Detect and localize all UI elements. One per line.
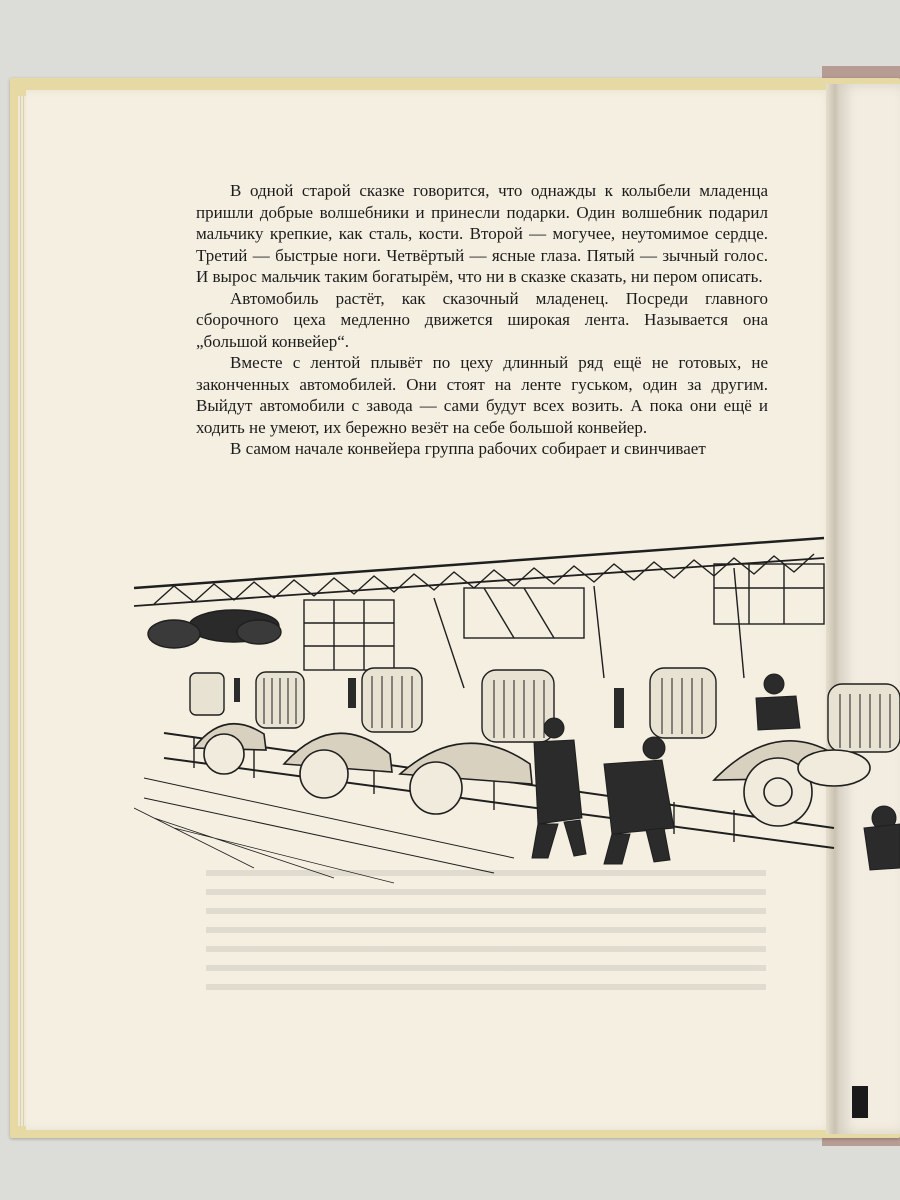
paragraph: Автомобиль растёт, как сказочный младенец. Посреди главного сборочного цеха медленно движется широкая лента. Называется она „большой конвейер“.: [196, 288, 768, 351]
show-through-text: [206, 870, 766, 990]
paragraph: В одной старой сказке говорится, что однажды к колыбели младенца пришли добрые волшебники и принесли подарки. Один волшебник подарил мальчику крепкие, как сталь, кости. Второй — могучее, неутомимое сердце. Третий — быстрые ноги. Четвёртый — ясные глаза. Пятый — зычный голос. И вырос мальчик таким богатырём, что ни в сказке сказать, ни пером описать.: [196, 181, 768, 286]
assembly-line-illustration-icon: [134, 528, 900, 888]
paragraph: В самом начале конвейера группа рабочих собирает и свинчивает: [230, 439, 706, 458]
shelf-tab: [852, 1086, 868, 1118]
page-text: [196, 180, 768, 460]
paragraph: Вместе с лентой плывёт по цеху длинный ряд ещё не готовых, не законченных автомобилей. Они стоят на ленте гуськом, один за другим. Выйдут автомобили с завода — сами будут всех возить. А пока они ещё и ходить не умеют, их бережно везёт на себе большой конвейер.: [196, 353, 768, 437]
